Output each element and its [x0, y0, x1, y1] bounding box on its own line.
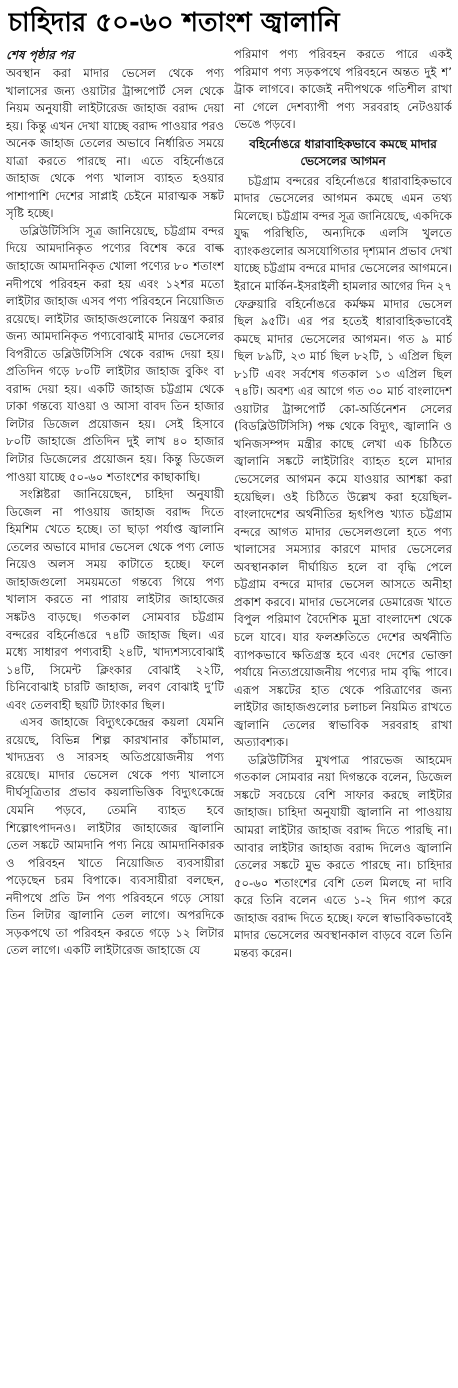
article-body: [6, 46, 452, 1384]
section-subheading: বহির্নোঙরে ধারাবাহিকভাবে কমছে মাদার ভেসেলের আগমন: [249, 136, 437, 169]
column-right: [234, 46, 452, 1384]
paragraph: এসব জাহাজে বিদ্যুৎকেন্দ্রের কয়লা যেমনি রয়েছে, বিভিন্ন শিল্প কারখানার কাঁচামাল, খাদ্যদ্রব্য ও সারসহ অতিপ্রয়োজনীয় পণ্য রয়েছে। মাদার ভেসেল থেকে পণ্য খালাসে দীর্ঘসূত্রিতার প্রভাব কয়লাভিত্তিক বিদ্যুৎকেন্দ্রে যেমনি পড়বে, তেমনি ব্যাহত হবে শিল্পোৎপাদনও। লাইটার জাহাজের জ্বালানি তেল সঙ্কটে আমদানি পণ্য নিয়ে আমদানিকারক ও পরিবহন খাতে নিয়োজিত ব্যবসায়ীরা পড়েছেন চরম বিপাকে। ব্যবসায়ীরা বলছেন, নদীপথে প্রতি টন পণ্য পরিবহনে গড়ে সোয়া তিন লিটার জ্বালানি তেল লাগে। অপরদিকে সড়কপথে তা পরিবহন করতে গড়ে ১২ লিটার তেল লাগে। একটি লাইটারেজ জাহাজে যে: [6, 715, 224, 958]
paragraph: ডব্লিউটিসিসি সূত্র জানিয়েছে, চট্টগ্রাম বন্দর দিয়ে আমদানিকৃত পণ্যের বিশেষ করে বাল্ক জাহাজে আমদানিকৃত খোলা পণ্যের ৮০ শতাংশ নদীপথে পরিবহন করা হয় এবং ১২শর মতো লাইটার জাহাজ এসব পণ্য পরিবহনে নিয়োজিত রয়েছে। লাইটার জাহাজগুলোকে নিয়ন্ত্রণ করার জন্য আমদানিকৃত পণ্যবোঝাই মাদার ভেসেলের বিপরীতে ডব্লিউটিসিসি থেকে বরাদ্দ দেয়া হয়। প্রতিদিন গড়ে ৮০টি লাইটার জাহাজ বুকিং বা বরাদ্দ দেয়া হয়। একটি জাহাজ চট্টগ্রাম থেকে ঢাকা গন্তব্যে যাওয়া ও আসা বাবদ তিন হাজার লিটার ডিজেল প্রয়োজন হয়। সেই হিসাবে ৮০টি জাহাজে প্রতিদিন দুই লাখ ৪০ হাজার লিটার ডিজেলের প্রয়োজন হয়। কিন্তু ডিজেল পাওয়া যাচ্ছে ৫০-৬০ শতাংশের কাছাকাছি।: [6, 223, 224, 484]
paragraph: ডব্লিউটিসির মুখপাত্র পারভেজ আহমেদ গতকাল সোমবার নয়া দিগন্তকে বলেন, ডিজেল সঙ্কটে সবচেয়ে বেশি সাফার করছে লাইটার জাহাজ। চাহিদা অনুযায়ী জ্বালানি না পাওয়ায় আমরা লাইটার জাহাজ বরাদ্দ দিতে পারছি না। আবার লাইটার জাহাজ বরাদ্দ দিলেও জ্বালানি তেলের সঙ্কটে মুভ করতে পারছে না। চাহিদার ৫০-৬০ শতাংশের বেশি তেল মিলছে না দাবি করে তিনি বলেন এতে ১-২ দিন গ্যাপ করে জাহাজ বরাদ্দ দিতে হচ্ছে। ফলে স্বাভাবিকভাবেই মাদার ভেসেলের অবস্থানকাল বাড়বে বলে তিনি মন্তব্য করেন।: [234, 752, 452, 960]
headline: চাহিদার ৫০-৬০ শতাংশ জ্বালানি: [8, 8, 340, 38]
continuation-kicker: শেষ পৃষ্ঠার পর: [6, 48, 74, 62]
column-left: [6, 46, 224, 1384]
paragraph: চট্টগ্রাম বন্দরের বহির্নোঙরে ধারাবাহিকভাবে মাদার ভেসেলের আগমন কমছে এমন তথ্য মিলেছে। চট্টগ্রাম বন্দর সূত্র জানিয়েছে, একদিকে যুদ্ধ পরিস্থিতি, অন্যদিকে এলসি খুলতে ব্যাংকগুলোর অসযোগিতার দৃশ্যমান প্রভাব দেখা যাচ্ছে চট্টগ্রাম বন্দরে মাদার ভেসেলের আগমনে। ইরানে মার্কিন-ইসরাইলী হামলার আগের দিন ২৭ ফেব্রুয়ারি বহির্নোঙরে কর্মক্ষম মাদার ভেসেল ছিল ৯৫টি। এর পর হতেই ধারাবাহিকভাবেই কমছে মাদার ভেসেলের আগমন। গত ৯ মার্চ ছিল ৮৯টি, ২৩ মার্চ ছিল ৮২টি, ১ এপ্রিল ছিল ৮১টি এবং সর্বশেষ গতকাল ১৩ এপ্রিল ছিল ৭৪টি। অবশ্য এর আগে গত ৩০ মার্চ বাংলাদেশ ওয়াটার ট্রান্সপোর্ট কো-অর্ডিনেশন সেলের (বিডব্লিউটিসিসি) পক্ষ থেকে বিদ্যুৎ, জ্বালানি ও খনিজসম্পদ মন্ত্রীর কাছে লেখা এক চিঠিতে জ্বালানি সঙ্কটে লাইটারিং ব্যাহত হলে মাদার ভেসেলের আগমন কমে যাওয়ার আশঙ্কা করা হয়েছিল। ওই চিঠিতে উল্লেখ করা হয়েছিল-বাংলাদেশের অর্থনীতির হৃৎপিণ্ড খ্যাত চট্টগ্রাম বন্দরে আগত মাদার ভেসেলগুলো হতে পণ্য খালাসের সমস্যার কারণে মাদার ভেসেলের অবস্থানকাল দীর্ঘায়িত হলে বা বৃদ্ধি পেলে চট্টগ্রাম বন্দরে মাদার ভেসেল আসতে অনীহা প্রকাশ করবে। মাদার ভেসেলের ডেমারেজ খাতে বিপুল পরিমাণ বৈদেশিক মুদ্রা বাংলাদেশ থেকে চলে যাবে। যার ফলশ্রুতিতে দেশের অর্থনীতি ব্যাপকভাবে ক্ষতিগ্রস্ত হবে এবং দেশের ভোক্তা পর্যায়ে নিত্যপ্রয়োজনীয় পণ্যের দাম বৃদ্ধি পাবে। এরূপ সঙ্কটের হাত থেকে পরিত্রাণের জন্য লাইটার জাহাজগুলোর চলাচল নিয়মিত রাখতে জ্বালানি তেলের স্বাভাবিক সরবরাহ রাখা অত্যাবশ্যক।: [234, 173, 452, 750]
paragraph: পরিমাণ পণ্য পরিবহন করতে পারে একই পরিমাণ পণ্য সড়কপথে পরিবহনে অন্তত দুই শ’ ট্রাক লাগবে। কাজেই নদীপথকে গতিশীল রাখা না গেলে দেশব্যাপী পণ্য সরবরাহ নেটওয়ার্ক ভেঙে পড়বে।: [234, 47, 452, 132]
paragraph: অবস্থান করা মাদার ভেসেল থেকে পণ্য খালাসের জন্য ওয়াটার ট্রান্সপোর্ট সেল থেকে নিয়ম অনুযায়ী লাইটারেজ জাহাজ বরাদ্দ দেয়া হয়। কিন্তু এখন দেখা যাচ্ছে বরাদ্দ পাওয়ার পরও অনেক জাহাজ তেলের অভাবে নির্ধারিত সময়ে যাত্রা করতে পারছে না। এতে বহির্নোঙরে জাহাজ থেকে পণ্য খালাস ব্যাহত হওয়ার পাশাপাশি দেশের সাপ্লাই চেইনে মারাত্মক সঙ্কট সৃষ্টি হচ্ছে।: [6, 66, 224, 221]
paragraph: সংশ্লিষ্টরা জানিয়েছেন, চাহিদা অনুযায়ী ডিজেল না পাওয়ায় জাহাজ বরাদ্দ দিতে হিমশিম খেতে হচ্ছে। তা ছাড়া পর্যাপ্ত জ্বালানি তেলের অভাবে মাদার ভেসেল থেকে পণ্য লোড নিয়েও অলস সময় কাটাতে হচ্ছে। ফলে জাহাজগুলো সময়মতো গন্তব্যে গিয়ে পণ্য খালাস করতে না পারায় লাইটার জাহাজের সঙ্কটও বাড়ছে। গতকাল সোমবার চট্টগ্রাম বন্দরের বহির্নোঙরে ৭৪টি জাহাজ ছিল। এর মধ্যে সাধারণ পণ্যবাহী ২৪টি, খাদ্যশস্যবোঝাই ১৪টি, সিমেন্ট ক্লিংকার বোঝাই ২২টি, চিনিবোঝাই চারটি জাহাজ, লবণ বোঝাই দু’টি এবং তেলবাহী ছয়টি ট্যাংকার ছিল।: [6, 487, 224, 712]
